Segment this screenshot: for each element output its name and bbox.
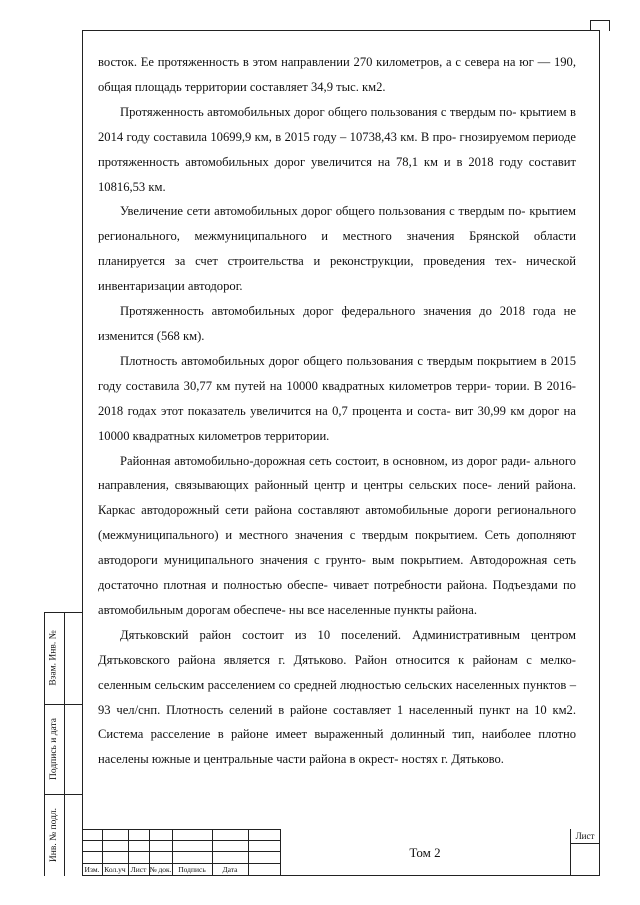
body-paragraph (98, 50, 576, 100)
body-paragraph (98, 349, 576, 449)
side-label-vzam: Взам. Инв. № (49, 630, 59, 686)
text-line: не изменится (568 км). (98, 304, 576, 343)
text-line: нической инвентаризации автодорог. (98, 254, 576, 294)
text-line: км и в 2018 году составит 10816,53 км. (98, 154, 576, 194)
text-line: вым покрытием. Автодорожная сеть достаточно плотная и полностью обеспе- (98, 553, 576, 593)
text-line: ального направления, связывающих районный центр и центры сельских посе- (98, 453, 576, 493)
text-line: гнозируемом периоде протяженность автомобильных дорог увеличится на 78,1 (98, 129, 576, 169)
text-line: чивает потребности района. Подъездами по автомобильным дорогам обеспече- (98, 578, 576, 617)
col-podpis: Подпись (178, 865, 206, 874)
text-line: Протяженность автомобильных дорог федерального значения до 2018 года (120, 304, 556, 319)
body-paragraph (98, 100, 576, 200)
side-label-podpis: Подпись и дата (49, 717, 60, 781)
document-body (98, 50, 576, 772)
text-line: крытием регионального, межмуниципального и местного значения Брянской (98, 204, 576, 244)
col-koluch: Кол.уч (104, 865, 126, 874)
text-line: пунктов – 93 чел/снп. Плотность селений в районе составляет 1 населенный (98, 677, 576, 717)
text-line: покрытием. Сеть дополняют автодороги муниципального значения с грунто- (98, 528, 576, 568)
text-line: Плотность автомобильных дорог общего пользования с твердым покрытием (120, 353, 537, 368)
text-line: крытием в 2014 году составила 10699,9 км, в 2015 году – 10738,43 км. В про- (98, 104, 576, 144)
title-block (82, 829, 600, 876)
body-paragraph (98, 449, 576, 623)
body-paragraph (98, 199, 576, 299)
document-title: Том 2 (409, 844, 441, 860)
text-line: лений района. Каркас автодорожный сети района составляют автомобильные (98, 478, 576, 518)
body-paragraph (98, 623, 576, 772)
text-line: области планируется за счет строительства и реконструкции, проведения тех- (98, 229, 576, 269)
col-ndok: № док. (149, 865, 172, 874)
text-line: селенным сельским расселением со средней людностью сельских населенных (98, 677, 520, 692)
text-line: Дятьковского района является г. Дятьково. Район относится к районам с мелко- (98, 652, 576, 667)
text-line: Увеличение сети автомобильных дорог общего пользования с твердым по- (120, 204, 526, 219)
text-line: Протяженность автомобильных дорог общего пользования с твердым по- (120, 104, 517, 119)
text-line: Районная автомобильно-дорожная сеть состоит, в основном, из дорог ради- (120, 453, 531, 468)
text-line: ны все населенные пункты района. (288, 602, 478, 617)
text-line: — 190, общая площадь территории составляет 34,9 тыс. км2. (98, 55, 577, 94)
col-data: Дата (222, 865, 238, 874)
text-line: вит 30,99 км дорог на 10000 квадратных километров территории. (98, 403, 576, 443)
text-line: ностях г. Дятьково. (401, 752, 504, 767)
col-izm: Изм. (84, 865, 100, 874)
frame-corner-tab (590, 20, 610, 31)
text-line: восток. Ее протяженность в этом направлении 270 километров, а с севера на юг (98, 55, 534, 69)
side-stamp (44, 612, 82, 876)
sheet-label: Лист (575, 831, 595, 841)
body-paragraph (98, 299, 576, 349)
text-line: пункт на 10 км2. Система расселение в районе имеет выраженный долинный (98, 702, 576, 742)
text-line: тории. В 2016-2018 годах этот показатель увеличится на 0,7 процента и соста- (98, 378, 577, 418)
text-line: тип, наиболее плотно населены южные и центральные части района в окрест- (98, 727, 577, 767)
col-list: Лист (130, 865, 147, 874)
text-line: Дятьковский район состоит из 10 поселений. Административным центром (120, 627, 576, 642)
text-line: в 2015 году составила 30,77 км путей на 10000 квадратных километров терри- (98, 353, 576, 393)
side-label-inv: Инв. № подл. (49, 807, 60, 863)
text-line: дороги регионального (межмуниципального) и местного значения с твердым (98, 503, 576, 543)
